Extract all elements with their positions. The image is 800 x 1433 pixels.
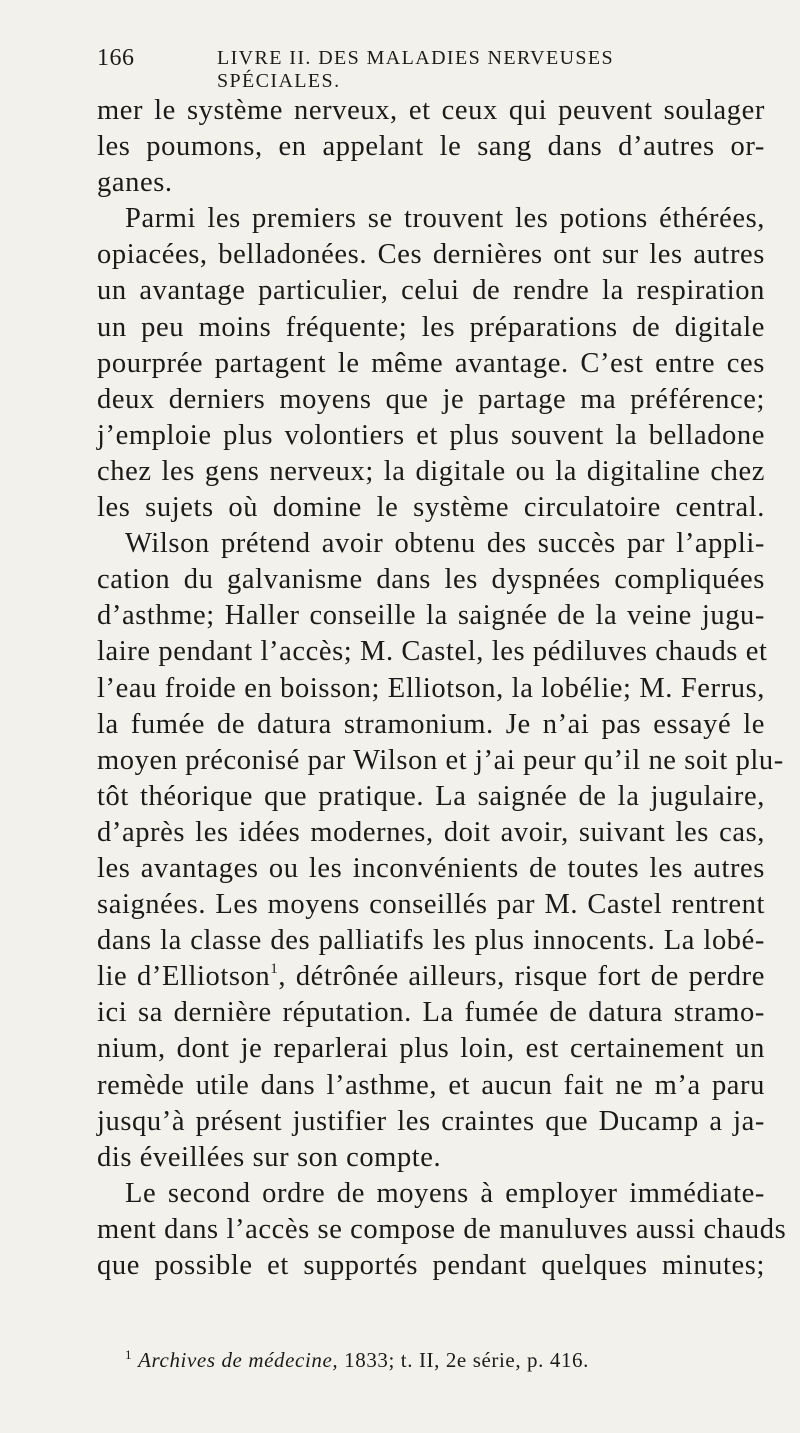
text-fragment: , détrônée ailleurs, risque fort de perdre	[278, 961, 765, 993]
text-line: la fumée de datura stramonium. Je n’ai pas essayé le	[97, 708, 765, 740]
text-line: cation du galvanisme dans les dyspnées compliquées	[97, 564, 765, 596]
text-line: les sujets où domine le système circulatoire central.	[97, 492, 765, 524]
running-title: LIVRE II. DES MALADIES NERVEUSES SPÉCIALES.	[217, 47, 615, 92]
text-line: opiacées, belladonées. Ces dernières ont sur les autres	[97, 239, 765, 271]
text-line: mer le système nerveux, et ceux qui peuvent soulager	[97, 95, 765, 126]
text-line: chez les gens nerveux; la digitale ou la digitaline chez	[97, 455, 765, 487]
text-line: l’eau froide en boisson; Elliotson, la lobélie; M. Ferrus,	[97, 672, 765, 704]
text-line: nium, dont je reparlerai plus loin, est certainement un	[97, 1033, 765, 1065]
text-line: un peu moins fréquente; les préparations de digitale	[97, 311, 765, 343]
text-line: un avantage particulier, celui de rendre la respiration	[97, 275, 765, 307]
text-line: j’emploie plus volontiers et plus souvent la belladone	[97, 419, 765, 451]
text-line: les poumons, en appelant le sang dans d’autres or-	[97, 131, 765, 163]
page-number: 166	[97, 45, 135, 71]
text-line: ment dans l’accès se compose de manuluves aussi chauds	[97, 1213, 787, 1245]
text-line: Parmi les premiers se trouvent les potions éthérées,	[125, 203, 765, 235]
text-line: dis éveillées sur son compte.	[97, 1141, 442, 1173]
text-line: Le second ordre de moyens à employer immédiate-	[125, 1177, 765, 1209]
text-line: laire pendant l’accès; M. Castel, les pédiluves chauds et	[97, 636, 768, 668]
text-line: ici sa dernière réputation. La fumée de datura stramo-	[97, 997, 765, 1029]
text-line: dans la classe des palliatifs les plus innocents. La lobé-	[97, 925, 765, 957]
footnote-reference[interactable]: 1	[270, 961, 279, 978]
footnote-title: Archives de médecine,	[138, 1348, 339, 1372]
footnote-mark: 1	[125, 1347, 133, 1362]
text-line: moyen préconisé par Wilson et j’ai peur qu’il ne soit plu-	[97, 744, 784, 776]
footnote	[125, 1347, 765, 1373]
text-line: Wilson prétend avoir obtenu des succès par l’appli-	[125, 528, 765, 560]
footnote-citation: 1833; t. II, 2e série, p. 416.	[344, 1348, 589, 1372]
text-line: d’après les idées modernes, doit avoir, suivant les cas,	[97, 816, 765, 848]
text-line: pourprée partagent le même avantage. C’est entre ces	[97, 347, 765, 379]
page-header	[97, 45, 737, 92]
text-line: les avantages ou les inconvénients de toutes les autres	[97, 852, 765, 884]
text-line: que possible et supportés pendant quelques minutes;	[97, 1250, 765, 1281]
text-line-with-note	[97, 959, 765, 995]
text-fragment: lie d’Elliotson	[97, 961, 271, 993]
text-line: remède utile dans l’asthme, et aucun fait ne m’a paru	[97, 1069, 765, 1101]
text-line: d’asthme; Haller conseille la saignée de la veine jugu-	[97, 600, 765, 632]
text-line: tôt théorique que pratique. La saignée de la jugulaire,	[97, 780, 765, 812]
text-line: deux derniers moyens que je partage ma préférence;	[97, 383, 765, 415]
text-line: saignées. Les moyens conseillés par M. Castel rentrent	[97, 889, 765, 921]
text-line: jusqu’à présent justifier les craintes que Ducamp a ja-	[97, 1105, 765, 1137]
body-text	[97, 93, 787, 1284]
text-line: ganes.	[97, 167, 173, 199]
